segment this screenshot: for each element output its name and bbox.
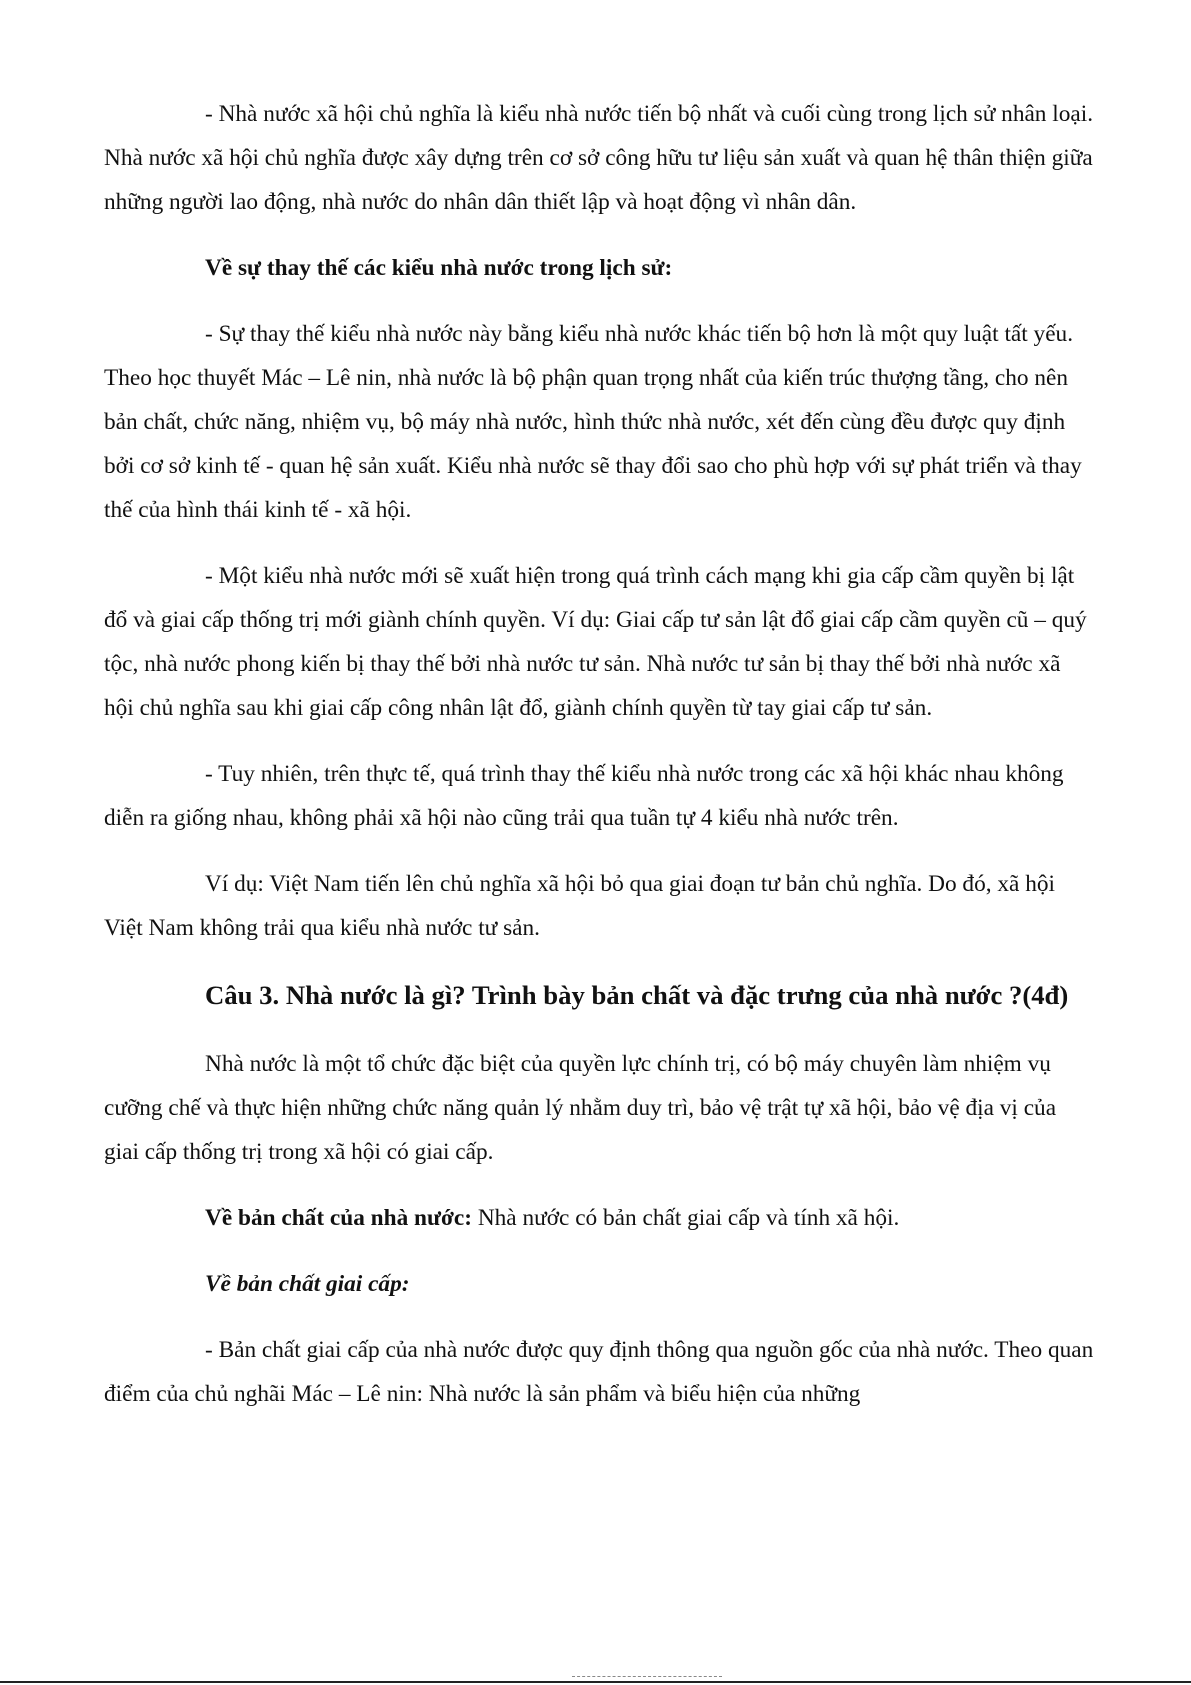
paragraph-replacement-law: - Sự thay thế kiểu nhà nước này bằng kiểu nhà nước khác tiến bộ hơn là một quy luật tất yếu. Theo học thuyết Mác – Lê nin, nhà nước là bộ phận quan trọng nhất của kiến trúc thượng tầng, cho nên bản chất, chức năng, nhiệm vụ, bộ máy nhà nước, hình thức nhà nước, xét đến cùng đều được quy định bởi cơ sở kinh tế - quan hệ sản xuất. Kiểu nhà nước sẽ thay đổi sao cho phù hợp với sự phát triển và thay thế của hình thái kinh tế - xã hội. [104,321,1082,523]
question-3-heading: Câu 3. Nhà nước là gì? Trình bày bản chất và đặc trưng của nhà nước ?(4đ) [205,980,1069,1010]
page-bottom-rule [0,1681,1191,1683]
heading-class-nature: Về bản chất giai cấp: [205,1271,410,1297]
heading-state-replacement: Về sự thay thế các kiểu nhà nước trong lịch sử: [205,255,673,281]
paragraph-however: - Tuy nhiên, trên thực tế, quá trình thay thế kiểu nhà nước trong các xã hội khác nhau không diễn ra giống nhau, không phải xã hội nào cũng trải qua tuần tự 4 kiểu nhà nước trên. [104,761,1064,831]
paragraph-vietnam-example: Ví dụ: Việt Nam tiến lên chủ nghĩa xã hội bỏ qua giai đoạn tư bản chủ nghĩa. Do đó, xã hội Việt Nam không trải qua kiểu nhà nước tư sản. [104,871,1055,941]
paragraph-state-definition: Nhà nước là một tổ chức đặc biệt của quyền lực chính trị, có bộ máy chuyên làm nhiệm vụ cưỡng chế và thực hiện những chức năng quản lý nhằm duy trì, bảo vệ trật tự xã hội, bảo vệ địa vị của giai cấp thống trị trong xã hội có giai cấp. [104,1051,1057,1165]
document-page [104,92,1094,1416]
paragraph-class-nature: - Bản chất giai cấp của nhà nước được quy định thông qua nguồn gốc của nhà nước. Theo quan điểm của chủ nghãi Mác – Lê nin: Nhà nước là sản phẩm và biểu hiện của những [104,1337,1094,1407]
paragraph-new-state-revolution: - Một kiểu nhà nước mới sẽ xuất hiện trong quá trình cách mạng khi gia cấp cầm quyền bị lật đổ và giai cấp thống trị mới giành chính quyền. Ví dụ: Giai cấp tư sản lật đổ giai cấp cầm quyền cũ – quý tộc, nhà nước phong kiến bị thay thế bởi nhà nước tư sản. Nhà nước tư sản bị thay thế bởi nhà nước xã hội chủ nghĩa sau khi giai cấp công nhân lật đổ, giành chính quyền từ tay giai cấp tư sản. [104,563,1087,721]
paragraph-socialist-state: - Nhà nước xã hội chủ nghĩa là kiểu nhà nước tiến bộ nhất và cuối cùng trong lịch sử nhân loại. Nhà nước xã hội chủ nghĩa được xây dựng trên cơ sở công hữu tư liệu sản xuất và quan hệ thân thiện giữa những người lao động, nhà nước do nhân dân thiết lập và hoạt động vì nhân dân. [104,101,1094,215]
state-nature-label: Về bản chất của nhà nước: [205,1205,472,1231]
state-nature-text: Nhà nước có bản chất giai cấp và tính xã hội. [472,1205,900,1231]
paragraph-state-nature [104,1196,1094,1240]
